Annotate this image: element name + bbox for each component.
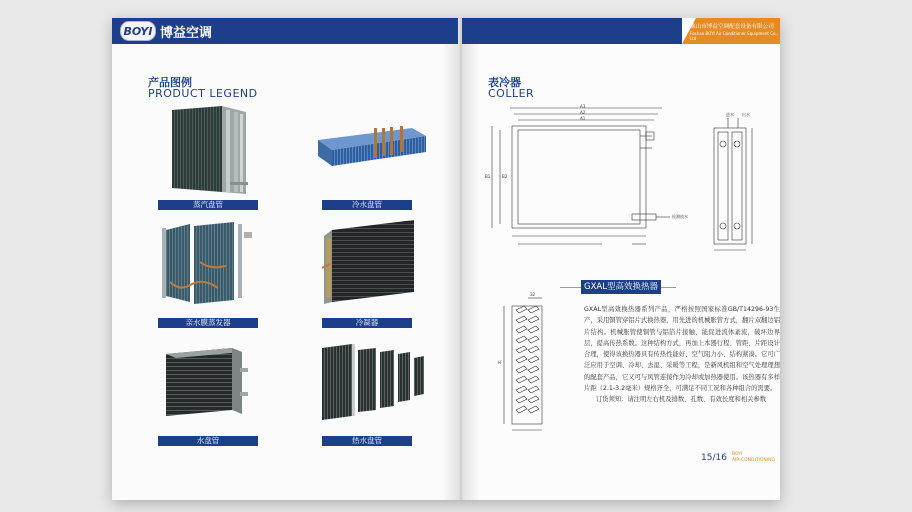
product-label: 冷凝器 xyxy=(322,318,412,328)
hot-water-coil-image xyxy=(318,340,428,426)
outlet-label: 出水 xyxy=(742,112,750,117)
coil-side-drawing xyxy=(704,110,764,260)
logo-text: 博益空调 xyxy=(160,25,213,41)
product-label: 亲水膜蒸发器 xyxy=(158,318,258,328)
inlet-label: 进水 xyxy=(726,112,734,117)
page-brand-name: BOYI xyxy=(732,452,743,457)
dim-label-tap: 检测放水 xyxy=(672,214,688,219)
dim-label-b1: B1 xyxy=(485,174,491,179)
page-brand xyxy=(732,452,775,464)
logo-mark: BOYI xyxy=(120,21,156,41)
product-label: 冷水盘管 xyxy=(322,200,412,210)
steam-coil-image xyxy=(168,104,252,196)
water-coil-image xyxy=(160,344,252,424)
section-title-cn: 表冷器 xyxy=(488,76,521,89)
section-title-en: COLLER xyxy=(488,87,535,100)
chilled-water-coil-image xyxy=(316,126,428,168)
product-description: GXAL型高效换热器系列产品，严格按照国家标准GB/T14296-93生产，采用铜管穿铝片式换热器，用先进的机械胀管方式，翻片双翻边铝片结构。机械胀管使铜管与铝箔片接触，能促进流体紊流，破坏边界层，提高传热系数。这种结构方式，再加上本器行程、管距、片距设计合理，使得该换热器具有传热性能好、空气阻力小、结构紧凑。它可广泛应用于空调、冷却、去湿、采暖等工程，是新风机组和空气处理理想的配套产品，它又可与风管连接作为冷却或加热器使用。该热器有多样片距（2.1-3.2毫米）规格齐全，可满足不同工况和各种组合的需要。 xyxy=(584,306,780,393)
right-header-bar xyxy=(462,18,682,44)
evaporator-image xyxy=(160,222,256,306)
coil-front-drawing xyxy=(482,104,692,254)
fin-detail-drawing xyxy=(498,292,556,436)
order-note: 订货须知：请注明左右机及排数、孔数、有效长度和相关参数 xyxy=(596,396,767,403)
fin-height-label: H xyxy=(498,360,502,365)
product-label: 热水盘管 xyxy=(322,436,412,446)
left-header-bar xyxy=(112,18,458,44)
dim-label-a1: A1 xyxy=(580,116,586,121)
dim-label-a2: A2 xyxy=(580,110,586,115)
product-label: 水盘管 xyxy=(158,436,258,446)
product-title: GXAL型高效换热器 xyxy=(581,280,661,294)
section-title-en: PRODUCT LEGEND xyxy=(148,87,258,100)
dim-label-a3: A3 xyxy=(580,104,586,109)
company-name-en: Foshan BOYI Air Conditioner Equipment Co., Ltd xyxy=(690,31,778,41)
brand-logo xyxy=(120,21,212,41)
company-name-cn: 佛山市博益空调配套设备有限公司 xyxy=(690,24,774,30)
dim-label-b2: B2 xyxy=(502,174,508,179)
page-gutter xyxy=(442,18,480,500)
section-title-cn: 产品图例 xyxy=(148,76,192,89)
product-label: 蒸汽盘管 xyxy=(158,200,258,210)
page-brand-sub: AIR-CONDITIONING xyxy=(732,458,775,463)
condenser-image xyxy=(322,218,422,306)
page-number: 15/16 xyxy=(701,453,727,463)
fin-dim-label: 32 xyxy=(530,292,536,297)
